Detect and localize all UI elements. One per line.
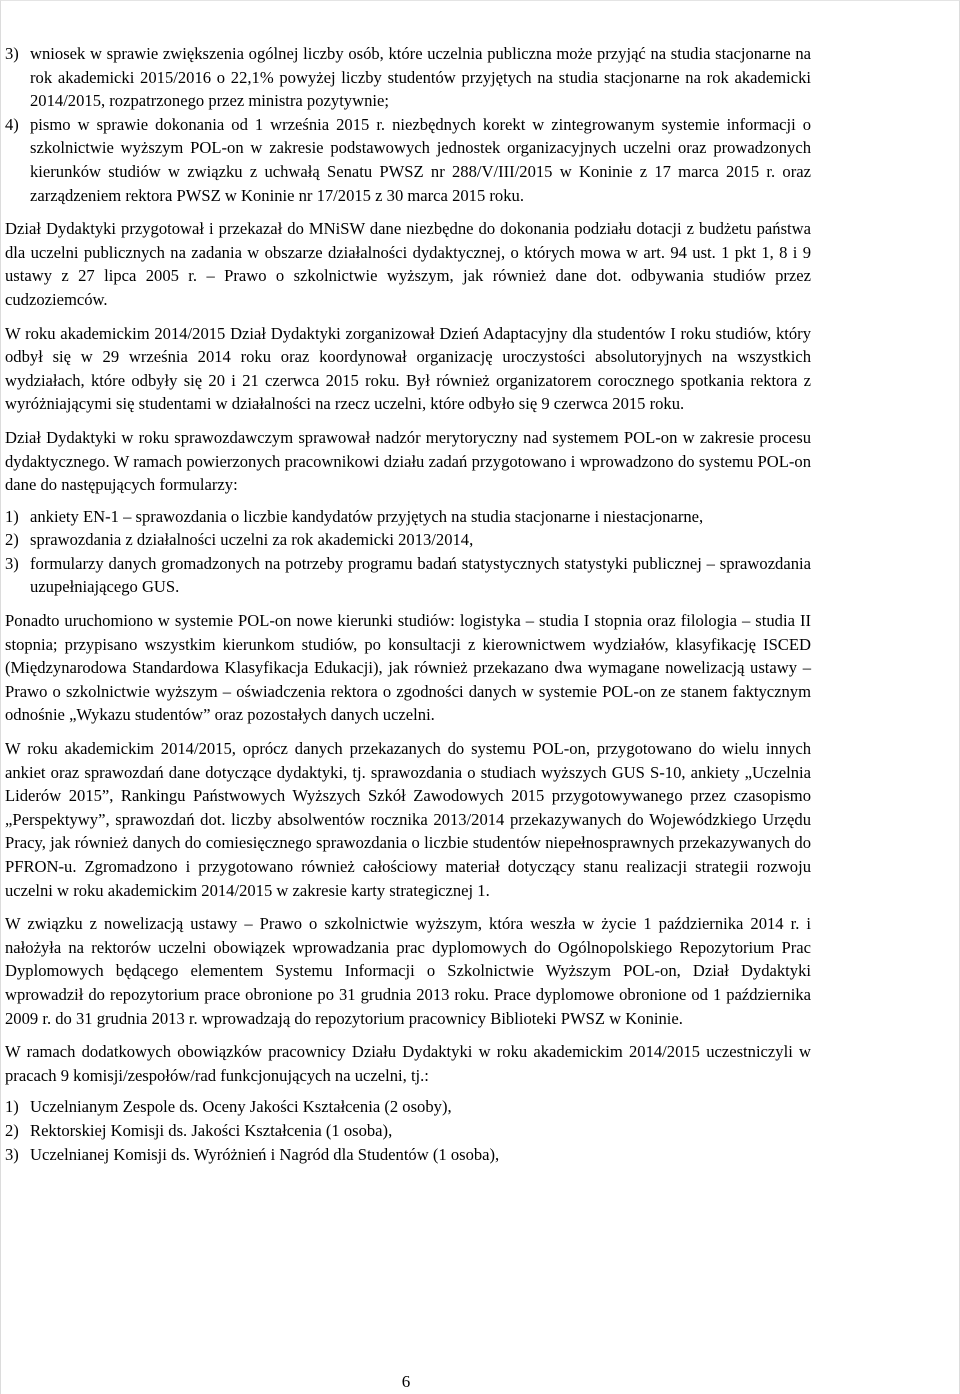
list-item	[5, 1119, 811, 1143]
list-text: sprawozdania z działalności uczelni za rok akademicki 2013/2014,	[30, 530, 474, 550]
list-number: 2)	[5, 530, 19, 550]
list-item	[5, 113, 811, 207]
list-text: formularzy danych gromadzonych na potrzeby programu badań statystycznych statystyki publicznej – sprawozdania uzupełniającego GUS.	[30, 553, 811, 597]
list-text: Rektorskiej Komisji ds. Jakości Kształcenia (1 osoba),	[30, 1120, 393, 1140]
paragraph-polon-supervision: Dział Dydaktyki w roku sprawozdawczym sprawował nadzór merytoryczny nad systemem POL-on w zakresie procesu dydaktycznego. W ramach powierzonych pracownikowi działu zadań przygotowano i wprowadzono do systemu POL-on dane do następujących formularzy:	[5, 427, 811, 495]
list-item	[5, 505, 811, 529]
list-number: 3)	[5, 553, 19, 573]
forms-list	[5, 505, 811, 599]
document-body	[5, 42, 811, 1166]
paragraph-adaptation-day: W roku akademickim 2014/2015 Dział Dydaktyki zorganizował Dzień Adaptacyjny dla studentów I roku studiów, który odbył się w 29 września 2014 roku oraz koordynował organizację uroczystości absolutoryjnych na wszystkich wydziałach, które odbyły się 20 i 21 czerwca 2015 roku. Był również organizatorem corocznego spotkania rektora z wyróżniającymi się studentami w działalności na rzecz uczelni, które odbyło się 9 czerwca 2015 roku.	[5, 323, 811, 414]
top-list	[5, 42, 811, 207]
list-item	[5, 528, 811, 552]
list-number: 1)	[5, 506, 19, 526]
list-item	[5, 552, 811, 599]
paragraph-mnisw-data: Dział Dydaktyki przygotował i przekazał do MNiSW dane niezbędne do dokonania podziału dotacji z budżetu państwa dla uczelni publicznych na zadania w obszarze działalności dydaktycznej, o których mowa w art. 94 ust. 1 pkt 1, 8 i 9 ustawy z 27 lipca 2005 r. – Prawo o szkolnictwie wyższym, jak również dane dot. odbywania studiów przez cudzoziemców.	[5, 219, 811, 309]
list-item	[5, 1095, 811, 1119]
paragraph-committees-intro: W ramach dodatkowych obowiązków pracownicy Działu Dydaktyki w roku akademickim 2014/2015 uczestniczyli w pracach 9 komisji/zespołów/rad funkcjonujących na uczelni, tj.:	[5, 1042, 811, 1085]
list-number: 4)	[5, 114, 19, 134]
list-number: 2)	[5, 1120, 19, 1140]
list-text: wniosek w sprawie zwiększenia ogólnej liczby osób, które uczelnia publiczna może przyjąć na studia stacjonarne na rok akademicki 2015/2016 o 22,1% powyżej liczby studentów przyjętych na studia stacjonarne na rok akademicki 2014/2015, rozpatrzonego przez ministra pozytywnie;	[30, 44, 811, 111]
list-number: 1)	[5, 1097, 19, 1117]
list-text: Uczelnianym Zespole ds. Oceny Jakości Kształcenia (2 osoby),	[30, 1097, 452, 1117]
paragraph-new-programs: Ponadto uruchomiono w systemie POL-on nowe kierunki studiów: logistyka – studia I stopnia oraz filologia – studia II stopnia; przypisano wszystkim kierunkom studiów, po konsultacji z kierownictwem wydziałów, klasyfikację ISCED (Międzynarodowa Standardowa Klasyfikacja Edukacji), jak również przekazano dwa wymagane nowelizacją ustawy – Prawo o szkolnictwie wyższym – oświadczenia rektora o zgodności danych w systemie POL-on ze stanem faktycznym odnośnie „Wykazu studentów” oraz pozostałych danych uczelni.	[5, 611, 811, 725]
list-text: Uczelnianej Komisji ds. Wyróżnień i Nagród dla Studentów (1 osoba),	[30, 1144, 500, 1164]
paragraph-surveys-reports: W roku akademickim 2014/2015, oprócz danych przekazanych do systemu POL-on, przygotowano do wielu innych ankiet oraz sprawozdań dane dotyczące dydaktyki, tj. sprawozdania o studiach wyższych GUS S-10, ankiety „Uczelnia Liderów 2015”, Rankingu Państwowych Wyższych Szkół Zawodowych 2015 przygotowywanego przez czasopismo „Perspektywy”, sprawozdań dot. liczby absolwentów rocznika 2013/2014 przekazywanych do Wojewódzkiego Urzędu Pracy, jak również danych do comiesięcznego sprawozdania o liczbie studentów niepełnosprawnych przekazywanych do PFRON-u. Zgromadzono i przygotowano również całościowy materiał dotyczący stanu realizacji strategii rozwoju uczelni w roku akademickim 2014/2015 w zakresie karty strategicznej 1.	[5, 739, 811, 900]
list-item	[5, 42, 811, 113]
committees-list	[5, 1095, 811, 1166]
list-number: 3)	[5, 1144, 19, 1164]
paragraph-thesis-repository: W związku z nowelizacją ustawy – Prawo o szkolnictwie wyższym, która weszła w życie 1 października 2014 r. i nałożyła na rektorów uczelni obowiązek wprowadzania prac dyplomowych do Ogólnopolskiego Repozytorium Prac Dyplomowych będącego elementem Systemu Informacji o Szkolnictwie Wyższym POL-on, Dział Dydaktyki wprowadził do repozytorium prace obronione po 31 grudnia 2013 roku. Prace dyplomowe obronione od 1 października 2009 r. do 31 grudnia 2013 r. wprowadzają do repozytorium pracownicy Biblioteki PWSZ w Koninie.	[5, 914, 811, 1028]
list-text: pismo w sprawie dokonania od 1 września 2015 r. niezbędnych korekt w zintegrowanym systemie informacji o szkolnictwie wyższym POL-on w zakresie podstawowych jednostek organizacyjnych uczelni oraz prowadzonych kierunków studiów w związku z uchwałą Senatu PWSZ nr 288/V/III/2015 w Koninie z 17 marca 2015 r. oraz zarządzeniem rektora PWSZ w Koninie nr 17/2015 z 30 marca 2015 roku.	[30, 114, 811, 205]
list-text: ankiety EN-1 – sprawozdania o liczbie kandydatów przyjętych na studia stacjonarne i niestacjonarne,	[30, 506, 704, 526]
list-number: 3)	[5, 44, 19, 63]
list-item	[5, 1143, 811, 1167]
page-number: 6	[401, 1372, 411, 1391]
